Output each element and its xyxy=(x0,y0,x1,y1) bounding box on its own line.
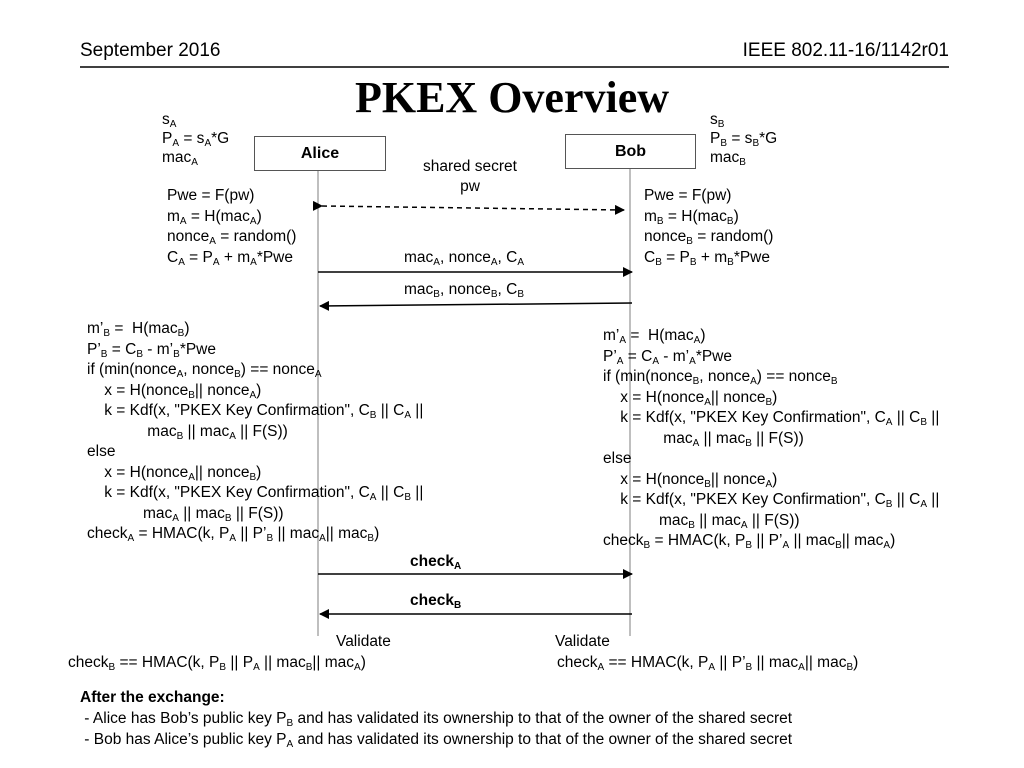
text-segment: check xyxy=(68,654,109,671)
subscript: B xyxy=(224,512,232,524)
subscript: A xyxy=(750,376,757,387)
subscript: A xyxy=(693,335,701,346)
text-segment: || mac xyxy=(183,422,230,440)
text-segment: *G xyxy=(759,130,778,147)
text-segment: || nonce xyxy=(194,381,250,399)
subscript: A xyxy=(188,471,195,483)
subscript: B xyxy=(885,499,893,510)
text-segment: check xyxy=(557,654,598,671)
shared-secret-label xyxy=(400,157,540,197)
text-segment: m xyxy=(167,207,180,225)
subscript: A xyxy=(176,369,184,380)
text-segment: || xyxy=(411,402,424,419)
header-date: September 2016 xyxy=(80,40,221,61)
text-segment: and has validated its ownership to that of the owner of the shared secret xyxy=(293,710,793,727)
text-segment: || mac xyxy=(804,654,847,671)
text-line xyxy=(710,110,777,129)
shared-secret-arrow xyxy=(322,206,624,210)
subscript: A xyxy=(689,355,696,367)
subscript: A xyxy=(209,236,216,247)
subscript: B xyxy=(689,256,697,268)
subscript: A xyxy=(619,335,627,346)
text-segment: || P’ xyxy=(752,532,783,549)
text-segment: || F(S)) xyxy=(747,511,800,529)
bob-compute xyxy=(603,326,939,552)
text-line xyxy=(644,227,773,248)
subscript: A xyxy=(597,662,605,673)
subscript: B xyxy=(490,289,498,300)
text-segment: ) xyxy=(772,388,778,406)
subscript: A xyxy=(708,662,716,673)
text-segment: mac xyxy=(603,429,693,447)
text-line xyxy=(603,367,939,388)
text-segment: ) == nonce xyxy=(756,368,831,385)
subscript: B xyxy=(745,437,752,449)
text-segment: check xyxy=(410,592,454,609)
text-segment: == HMAC(k, P xyxy=(115,654,220,671)
text-segment: = HMAC(k, P xyxy=(650,532,746,549)
text-segment: , nonce xyxy=(183,361,235,378)
text-segment: k = Kdf(x, "PKEX Key Confirmation", C xyxy=(87,402,370,419)
text-segment: x = H(nonce xyxy=(603,388,705,406)
subscript: B xyxy=(266,533,274,544)
subscript: A xyxy=(249,389,257,401)
subscript: A xyxy=(704,396,711,408)
text-segment: || mac xyxy=(259,654,306,671)
alice-validate-expr xyxy=(68,653,366,674)
msg3-label xyxy=(410,552,461,573)
subscript: B xyxy=(686,236,693,247)
subscript: A xyxy=(433,257,440,268)
text-segment: = s xyxy=(179,130,205,147)
header-doc-id: IEEE 802.11-16/1142r01 xyxy=(742,40,949,61)
subscript: B xyxy=(752,138,760,149)
text-line xyxy=(603,490,939,511)
text-line xyxy=(644,248,773,269)
text-line xyxy=(710,148,777,167)
text-line xyxy=(162,110,229,129)
text-segment: = random() xyxy=(215,228,297,245)
text-line xyxy=(87,360,423,381)
text-segment: nonce xyxy=(167,228,210,245)
text-segment: nonce xyxy=(644,228,687,245)
text-segment: m xyxy=(644,207,657,225)
subscript: B xyxy=(177,328,185,339)
subscript: A xyxy=(314,369,322,380)
text-segment: = P xyxy=(184,248,213,266)
subscript: B xyxy=(846,662,854,673)
text-segment: P xyxy=(710,130,721,147)
text-segment: || mac xyxy=(841,532,884,549)
subscript: B xyxy=(835,540,842,551)
text-segment: *Pwe xyxy=(256,248,293,266)
text-segment: || nonce xyxy=(710,470,766,488)
msg2-arrow xyxy=(320,303,632,306)
subscript: B xyxy=(234,369,241,380)
bob-validate-expr xyxy=(557,653,858,674)
text-line xyxy=(87,442,423,463)
subscript: A xyxy=(191,157,198,168)
subscript: A xyxy=(229,430,236,442)
text-segment: else xyxy=(603,450,632,467)
subscript: B xyxy=(745,540,753,551)
text-segment: check xyxy=(603,532,644,549)
text-line xyxy=(87,504,423,525)
subscript: B xyxy=(219,662,227,673)
text-line xyxy=(710,129,777,148)
text-segment: if (min(nonce xyxy=(603,368,693,385)
text-segment: - m’ xyxy=(659,347,690,365)
text-segment: m’ xyxy=(87,320,104,337)
subscript: B xyxy=(305,662,313,673)
subscript: A xyxy=(369,492,377,503)
text-segment: s xyxy=(710,111,718,128)
subscript: B xyxy=(367,533,375,544)
text-segment: ) xyxy=(733,207,739,225)
subscript: A xyxy=(517,257,524,268)
subscript: B xyxy=(720,138,728,149)
text-line xyxy=(603,408,939,429)
text-segment: Pwe = F(pw) xyxy=(644,187,732,204)
text-segment: || C xyxy=(892,491,921,508)
text-segment: *G xyxy=(211,130,230,147)
text-segment: P’ xyxy=(87,340,101,358)
bob-box xyxy=(565,134,696,169)
bob-validate-label: Validate xyxy=(555,633,610,650)
text-line xyxy=(167,227,296,248)
text-segment: || xyxy=(927,409,940,426)
subscript: B xyxy=(136,348,143,360)
msg1-label xyxy=(404,248,524,269)
text-segment: mac xyxy=(404,281,434,298)
text-line xyxy=(162,148,229,167)
text-segment: = HMAC(k, P xyxy=(134,525,230,542)
text-segment: ) xyxy=(256,207,262,225)
text-segment: *Pwe xyxy=(695,347,732,365)
subscript: B xyxy=(692,376,700,387)
alice-keys xyxy=(162,110,229,167)
text-line xyxy=(603,429,939,450)
footer-heading: After the exchange: xyxy=(80,689,225,706)
subscript: A xyxy=(765,478,773,490)
subscript: A xyxy=(250,256,257,268)
text-segment: = H(mac xyxy=(186,207,250,225)
text-segment: || xyxy=(927,491,940,508)
text-segment: || F(S)) xyxy=(231,504,284,522)
text-segment: mac xyxy=(162,149,192,166)
footer-line2 xyxy=(80,730,792,751)
text-segment: , nonce xyxy=(439,281,491,298)
subscript: A xyxy=(798,662,805,673)
text-segment: check xyxy=(87,525,128,542)
text-segment: *Pwe xyxy=(733,248,770,266)
subscript: B xyxy=(655,256,662,268)
text-line xyxy=(603,470,939,491)
text-line xyxy=(87,422,423,443)
text-line xyxy=(87,319,423,340)
footer-line1 xyxy=(80,709,792,730)
text-segment: mac xyxy=(710,149,740,166)
text-segment: x = H(nonce xyxy=(603,470,705,488)
text-line xyxy=(603,388,939,409)
text-segment: ) xyxy=(374,525,380,542)
text-line xyxy=(87,381,423,402)
text-segment: + m xyxy=(696,248,728,266)
text-segment: , nonce xyxy=(439,249,491,266)
text-segment: = C xyxy=(623,347,653,365)
text-line xyxy=(87,483,423,504)
text-segment: || P’ xyxy=(236,525,267,542)
subscript: A xyxy=(740,519,748,531)
subscript: A xyxy=(127,533,135,544)
subscript: A xyxy=(883,540,891,551)
subscript: B xyxy=(176,430,184,442)
text-line xyxy=(167,248,296,269)
text-segment: , C xyxy=(497,249,518,266)
subscript: A xyxy=(212,256,220,268)
subscript: A xyxy=(354,662,361,673)
text-line xyxy=(603,511,939,532)
text-line xyxy=(603,347,939,368)
text-segment: || mac xyxy=(789,532,836,549)
text-segment: || mac xyxy=(325,525,368,542)
text-segment: ) xyxy=(256,381,262,399)
subscript: A xyxy=(179,215,187,227)
subscript: A xyxy=(253,662,260,673)
subscript: A xyxy=(286,739,294,750)
subscript: B xyxy=(453,600,462,611)
subscript: A xyxy=(885,417,893,428)
text-segment: and has validated its ownership to that of the owner of the shared secret xyxy=(293,731,793,748)
text-segment: || mac xyxy=(699,429,746,447)
subscript: B xyxy=(103,328,111,339)
text-segment: mac xyxy=(603,511,689,529)
subscript: B xyxy=(727,256,734,268)
text-segment: ) xyxy=(853,654,859,671)
subscript: B xyxy=(517,289,524,300)
text-segment: ) xyxy=(700,327,706,344)
text-segment: || P xyxy=(226,654,254,671)
alice-box xyxy=(254,136,386,171)
bob-init xyxy=(644,186,773,268)
subscript: A xyxy=(172,512,179,524)
text-segment: ) xyxy=(772,470,778,488)
subscript: B xyxy=(433,289,440,300)
text-segment: || mac xyxy=(178,504,225,522)
subscript: B xyxy=(688,519,695,531)
subscript: B xyxy=(173,348,180,360)
subscript: B xyxy=(286,718,294,729)
alice-compute xyxy=(87,319,423,545)
subscript: B xyxy=(920,417,927,428)
subscript: A xyxy=(652,355,659,367)
text-segment: P xyxy=(162,130,173,147)
text-segment: C xyxy=(644,248,656,266)
text-segment: = H(mac xyxy=(663,207,727,225)
text-segment: || mac xyxy=(694,511,741,529)
text-line xyxy=(87,524,423,545)
subscript: A xyxy=(229,533,237,544)
text-segment: else xyxy=(87,443,116,460)
text-line xyxy=(162,129,229,148)
text-segment: - m’ xyxy=(143,340,174,358)
shared-secret-line1: shared secret xyxy=(423,158,517,175)
text-segment: || xyxy=(411,484,424,501)
text-segment: || mac xyxy=(273,525,320,542)
subscript: B xyxy=(739,157,746,168)
text-line xyxy=(603,531,939,552)
text-segment: || P’ xyxy=(715,654,746,671)
text-segment: k = Kdf(x, "PKEX Key Confirmation", C xyxy=(87,484,370,501)
subscript: A xyxy=(453,561,462,572)
text-segment: s xyxy=(162,111,170,128)
text-segment: = P xyxy=(661,248,690,266)
subscript: A xyxy=(404,410,411,421)
text-segment: || C xyxy=(892,409,921,426)
msg2-label xyxy=(404,280,524,301)
text-segment: = random() xyxy=(692,228,774,245)
text-segment: k = Kdf(x, "PKEX Key Confirmation", C xyxy=(603,409,886,426)
text-line xyxy=(87,463,423,484)
subscript: A xyxy=(204,138,212,149)
text-segment: ) xyxy=(184,320,190,337)
subscript: A xyxy=(169,119,177,130)
text-segment: || mac xyxy=(312,654,355,671)
bob-keys xyxy=(710,110,777,167)
subscript: A xyxy=(920,499,927,510)
text-line xyxy=(644,186,773,207)
subscript: B xyxy=(726,215,734,227)
text-line xyxy=(644,207,773,228)
text-segment: || C xyxy=(376,484,405,501)
text-segment: x = H(nonce xyxy=(87,381,189,399)
text-segment: = H(mac xyxy=(110,320,178,337)
text-segment: mac xyxy=(87,422,177,440)
text-segment: mac xyxy=(404,249,434,266)
subscript: B xyxy=(643,540,651,551)
text-line xyxy=(167,186,296,207)
text-segment: || F(S)) xyxy=(751,429,804,447)
subscript: A xyxy=(692,437,700,449)
text-segment: = s xyxy=(727,130,753,147)
text-segment: + m xyxy=(219,248,251,266)
text-line xyxy=(603,449,939,470)
text-segment: P’ xyxy=(603,347,617,365)
text-segment: , C xyxy=(497,281,518,298)
text-segment: Pwe = F(pw) xyxy=(167,187,255,204)
text-segment: mac xyxy=(87,504,173,522)
text-segment: || mac xyxy=(752,654,799,671)
text-segment: x = H(nonce xyxy=(87,463,189,481)
subscript: B xyxy=(188,389,195,401)
subscript: B xyxy=(249,471,257,483)
text-segment: C xyxy=(167,248,179,266)
text-segment: *Pwe xyxy=(179,340,216,358)
page-title: PKEX Overview xyxy=(354,73,670,122)
text-segment: || nonce xyxy=(194,463,250,481)
alice-name: Alice xyxy=(300,144,340,162)
subscript: B xyxy=(830,376,838,387)
subscript: A xyxy=(490,257,498,268)
text-segment: || F(S)) xyxy=(235,422,288,440)
text-line xyxy=(603,326,939,347)
text-segment: m’ xyxy=(603,327,620,344)
subscript: A xyxy=(172,138,180,149)
text-line xyxy=(167,207,296,228)
text-segment: ) xyxy=(360,654,366,671)
subscript: A xyxy=(616,355,624,367)
text-segment: || C xyxy=(376,402,405,419)
text-line xyxy=(87,340,423,361)
shared-secret-line2: pw xyxy=(460,178,480,195)
text-line xyxy=(87,401,423,422)
text-segment: ) xyxy=(890,532,896,549)
text-segment: ) xyxy=(256,463,262,481)
msg4-label xyxy=(410,591,461,612)
bob-name: Bob xyxy=(614,142,647,160)
subscript: B xyxy=(656,215,664,227)
alice-init xyxy=(167,186,296,268)
text-segment: ) == nonce xyxy=(240,361,315,378)
text-segment: if (min(nonce xyxy=(87,361,177,378)
text-segment: check xyxy=(410,553,454,570)
text-segment: , nonce xyxy=(699,368,751,385)
subscript: A xyxy=(249,215,257,227)
subscript: A xyxy=(782,540,790,551)
text-segment: k = Kdf(x, "PKEX Key Confirmation", C xyxy=(603,491,886,508)
subscript: A xyxy=(319,533,326,544)
subscript: B xyxy=(100,348,108,360)
text-segment: - Bob has Alice’s public key P xyxy=(80,731,287,748)
text-segment: || nonce xyxy=(710,388,766,406)
text-segment: = H(mac xyxy=(626,327,694,344)
subscript: B xyxy=(745,662,753,673)
text-segment: == HMAC(k, P xyxy=(604,654,709,671)
subscript: B xyxy=(369,410,377,421)
subscript: B xyxy=(717,119,725,130)
subscript: B xyxy=(404,492,411,503)
text-segment: - Alice has Bob’s public key P xyxy=(80,710,287,727)
subscript: B xyxy=(108,662,116,673)
alice-validate-label: Validate xyxy=(336,633,391,650)
subscript: A xyxy=(178,256,185,268)
subscript: B xyxy=(704,478,711,490)
subscript: B xyxy=(765,396,773,408)
text-segment: = C xyxy=(107,340,137,358)
